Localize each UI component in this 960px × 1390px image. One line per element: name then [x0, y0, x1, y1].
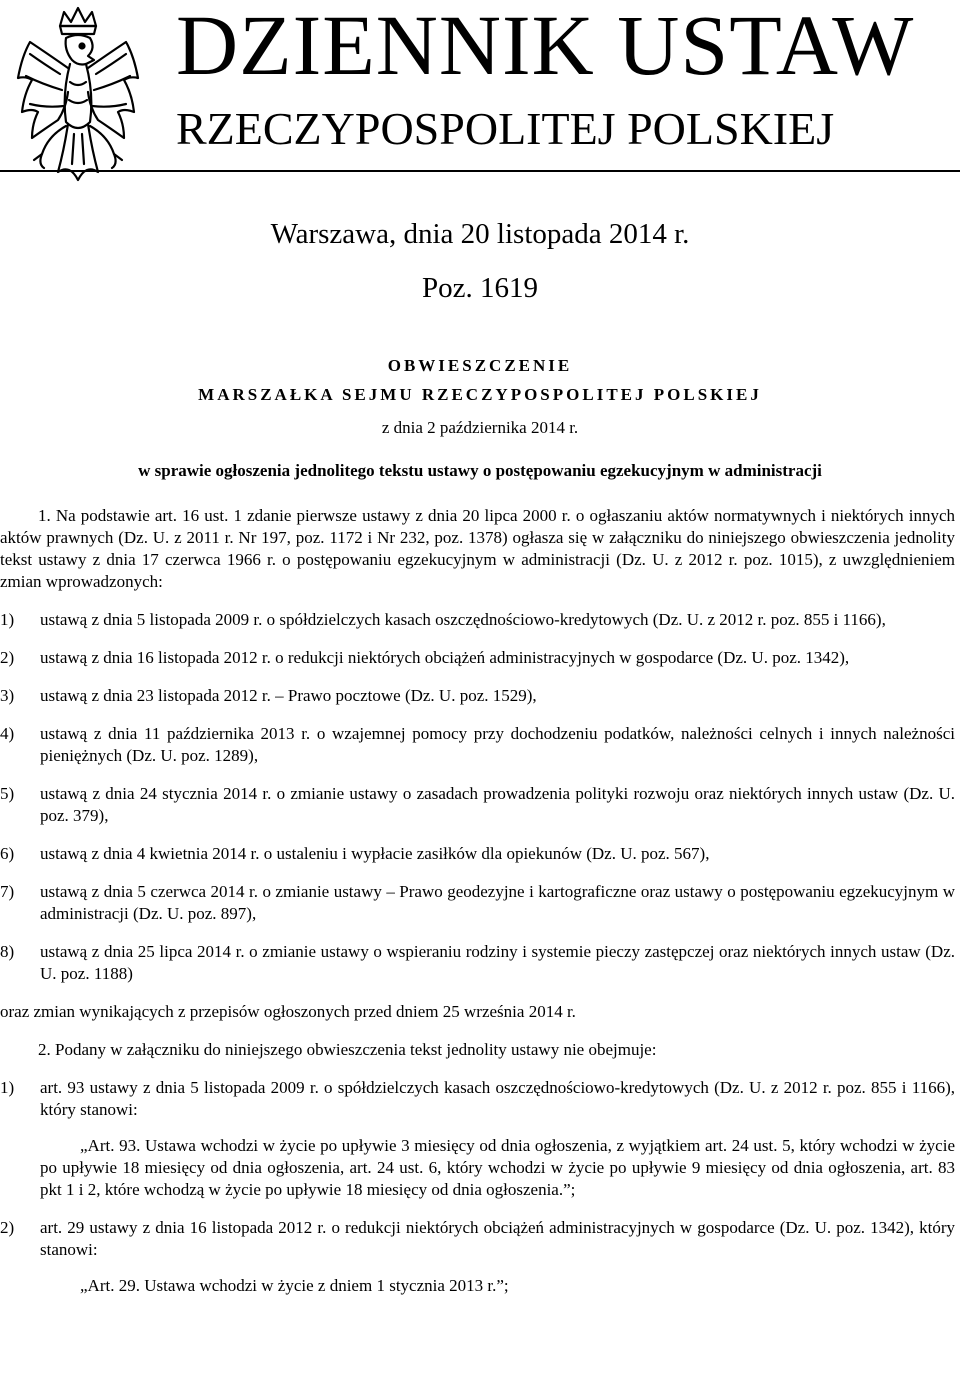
position-number: Poz. 1619 — [422, 272, 538, 304]
document-body — [0, 505, 955, 1297]
list-item — [0, 843, 955, 865]
paragraph-2: 2. Podany w załączniku do niniejszego obwieszczenia tekst jednolity ustawy nie obejmuje: — [38, 1040, 657, 1059]
list-item-text: ustawą z dnia 11 października 2013 r. o wzajemnej pomocy przy dochodzeniu podatków, należności celnych i innych należności pieniężnych (Dz. U. poz. 1289), — [40, 724, 955, 765]
list-item-number: 3) — [0, 686, 15, 705]
exclusion-item — [0, 1077, 955, 1121]
list-item-number: 2) — [0, 1218, 15, 1237]
list-item-number: 5) — [0, 784, 15, 803]
list-item — [0, 609, 955, 631]
list-item — [0, 941, 955, 985]
list-item — [0, 723, 955, 767]
list-item-number: 4) — [0, 724, 15, 743]
list-item-text: ustawą z dnia 4 kwietnia 2014 r. o ustaleniu i wypłacie zasiłków dla opiekunów (Dz. U. poz. 567), — [40, 844, 710, 863]
eagle-emblem-icon — [8, 4, 148, 204]
notice-date: z dnia 2 października 2014 r. — [381, 418, 579, 437]
list-item — [0, 881, 955, 925]
list-item-text: ustawą z dnia 23 listopada 2012 r. – Prawo pocztowe (Dz. U. poz. 1529), — [40, 686, 537, 705]
list-item-number: 7) — [0, 882, 15, 901]
list-item-number: 1) — [0, 1078, 15, 1097]
list-item-text: ustawą z dnia 16 listopada 2012 r. o redukcji niektórych obciążeń administracyjnych w gospodarce (Dz. U. poz. 1342), — [40, 648, 850, 667]
list-item-text: ustawą z dnia 5 czerwca 2014 r. o zmianie ustawy – Prawo geodezyjne i kartograficzne oraz ustawy o postępowaniu egzekucyjnym w administracji (Dz. U. poz. 897), — [40, 882, 955, 923]
exclusion-item — [0, 1217, 955, 1261]
list-item-text: art. 29 ustawy z dnia 16 listopada 2012 r. o redukcji niektórych obciążeń administracyjnych w gospodarce (Dz. U. poz. 1342), który stanowi: — [40, 1218, 955, 1259]
list-item-number: 6) — [0, 844, 15, 863]
list-item — [0, 685, 955, 707]
masthead-divider — [0, 170, 960, 172]
notice-heading: OBWIESZCZENIE — [387, 356, 573, 375]
paragraph-1: 1. Na podstawie art. 16 ust. 1 zdanie pierwsze ustawy z dnia 20 lipca 2000 r. o ogłaszaniu aktów normatywnych i niektórych innych aktów prawnych (Dz. U. z 2011 r. Nr 197, poz. 1172 i Nr 232, poz. 1378) ogłasza się w załączniku do niniejszego obwieszczenia jednolity tekst ustawy z dnia 17 czerwca 1966 r. o postępowaniu egzekucyjnym w administracji (Dz. U. z 2012 r. poz. 1015), z uwzględnieniem zmian wprowadzonych: — [0, 506, 955, 591]
notice-subject: w sprawie ogłoszenia jednolitego tekstu ustawy o postępowaniu egzekucyjnym w administracji — [138, 461, 822, 480]
masthead-title: DZIENNIK USTAW — [176, 0, 915, 93]
list-item-number: 2) — [0, 648, 15, 667]
quoted-provision: „Art. 93. Ustawa wchodzi w życie po upływie 3 miesięcy od dnia ogłoszenia, z wyjątkiem art. 24 ust. 5, który wchodzi w życie po upływie 18 miesięcy od dnia ogłoszenia, art. 24 ust. 6, który wchodzi w życie po upływie 9 miesięcy od dnia ogłoszenia, art. 83 pkt 1 i 2, które wchodzą w życie po upływie 18 miesięcy od dnia ogłoszenia.”; — [40, 1136, 955, 1199]
notice-issuer: MARSZAŁKA SEJMU RZECZYPOSPOLITEJ POLSKIEJ — [198, 385, 762, 404]
list-item-number: 1) — [0, 610, 15, 629]
list-item-text: ustawą z dnia 24 stycznia 2014 r. o zmianie ustawy o zasadach prowadzenia polityki rozwoju oraz niektórych innych ustaw (Dz. U. poz. 379), — [40, 784, 955, 825]
list-item — [0, 647, 955, 669]
list-item-text: ustawą z dnia 5 listopada 2009 r. o spółdzielczych kasach oszczędnościowo-kredytowych (Dz. U. z 2012 r. poz. 855 i 1166), — [40, 610, 886, 629]
list-item — [0, 783, 955, 827]
issue-date: Warszawa, dnia 20 listopada 2014 r. — [270, 218, 690, 250]
closing-text: oraz zmian wynikających z przepisów ogłoszonych przed dniem 25 września 2014 r. — [0, 1002, 576, 1021]
masthead-subtitle: RZECZYPOSPOLITEJ POLSKIEJ — [176, 103, 835, 154]
quoted-provision: „Art. 29. Ustawa wchodzi w życie z dniem 1 stycznia 2013 r.”; — [80, 1276, 509, 1295]
list-item-number: 8) — [0, 942, 15, 961]
list-item-text: ustawą z dnia 25 lipca 2014 r. o zmianie ustawy o wspieraniu rodziny i systemie pieczy zastępczej oraz niektórych innych ustaw (Dz. U. poz. 1188) — [40, 942, 955, 983]
list-item-text: art. 93 ustawy z dnia 5 listopada 2009 r. o spółdzielczych kasach oszczędnościowo-kredytowych (Dz. U. z 2012 r. poz. 855 i 1166), który stanowi: — [40, 1078, 955, 1119]
